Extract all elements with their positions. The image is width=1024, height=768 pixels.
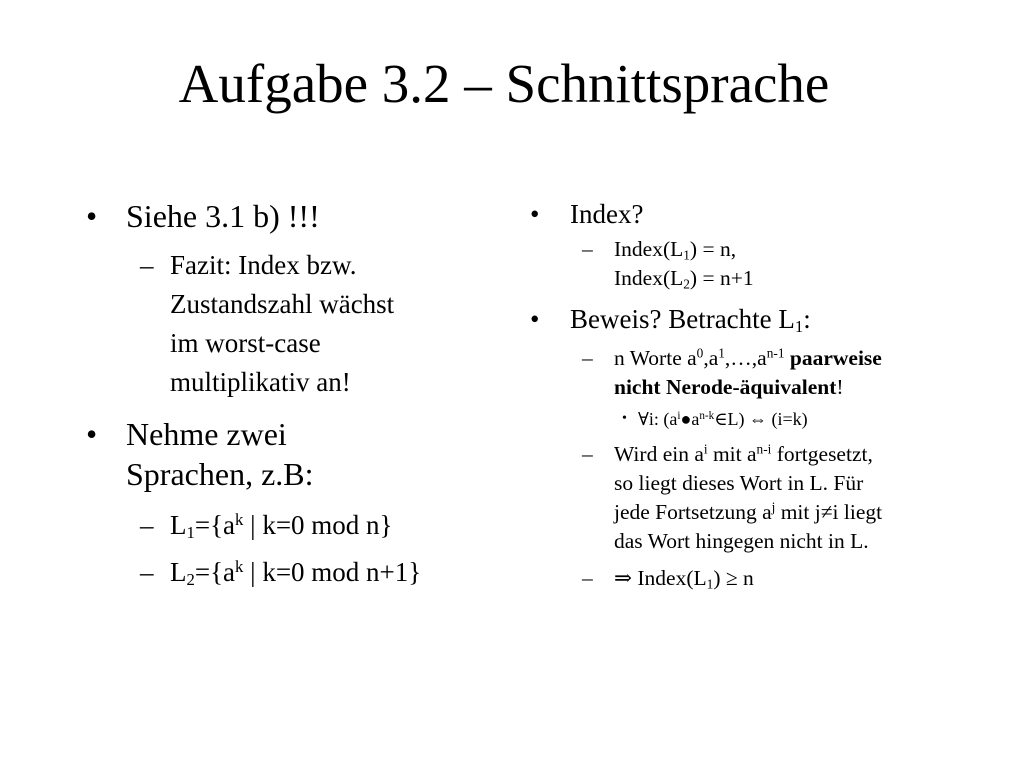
l2-subscript: 2 bbox=[186, 570, 195, 590]
worte-end: ! bbox=[836, 375, 844, 399]
dash-marker: – bbox=[140, 250, 154, 280]
worte-t1: n Worte a bbox=[614, 346, 697, 370]
bullet-dot: • bbox=[530, 304, 540, 334]
wird-t5: mit j≠i liegt bbox=[775, 500, 883, 524]
folgt-post: ) ≥ n bbox=[713, 566, 754, 590]
bullet-siehe bbox=[86, 196, 496, 236]
wird-t2: mit a bbox=[707, 442, 757, 466]
small-bullet-dot: • bbox=[622, 411, 627, 426]
folgt-text bbox=[614, 564, 1008, 593]
bullet-nehme bbox=[86, 414, 496, 494]
worte-line-1 bbox=[614, 344, 1008, 373]
dash-marker: – bbox=[140, 557, 154, 587]
l2-name: L bbox=[170, 557, 187, 587]
l1-superscript: k bbox=[235, 509, 244, 529]
bullet-text: Siehe 3.1 b) !!! bbox=[126, 198, 320, 234]
index-question: Index? bbox=[570, 199, 644, 229]
worte-bold-nerode: nicht Nerode-äquivalent bbox=[614, 375, 837, 399]
nehme-line-2: Sprachen, z.B: bbox=[126, 456, 314, 492]
bullet-index bbox=[528, 196, 1008, 233]
l2-rest: | k=0 mod n+1} bbox=[243, 557, 422, 587]
fazit-line-3: im worst-case bbox=[170, 328, 321, 358]
worte-bold-paarweise: paarweise bbox=[789, 346, 882, 370]
wird-t4: jede Fortsetzung a bbox=[614, 500, 772, 524]
sub-bullet-index-values bbox=[528, 235, 1008, 293]
wird-line-3 bbox=[614, 498, 1008, 527]
index-l1-sub: 1 bbox=[683, 247, 690, 263]
bullet-dot: • bbox=[530, 199, 540, 229]
l2-superscript: k bbox=[235, 556, 244, 576]
dash-marker: – bbox=[582, 237, 593, 261]
sub-bullet-wird bbox=[528, 440, 1008, 556]
l1-subscript: 1 bbox=[186, 523, 195, 543]
sub-sub-bullet-forall bbox=[528, 406, 1008, 432]
beweis-pre: Beweis? Betrachte L bbox=[570, 304, 795, 334]
worte-line-2 bbox=[614, 373, 1008, 402]
folgt-sub: 1 bbox=[706, 576, 714, 592]
wird-line-1 bbox=[614, 440, 1008, 469]
forall-text bbox=[638, 406, 1008, 432]
dash-marker: – bbox=[582, 566, 593, 590]
index-l2-line bbox=[614, 264, 1008, 293]
beweis-text bbox=[570, 301, 1008, 338]
wird-t3: fortgesetzt, bbox=[771, 442, 873, 466]
sub-bullet-l2 bbox=[86, 553, 496, 592]
left-column bbox=[86, 196, 496, 592]
forall-t1: ∀i: (a bbox=[638, 409, 678, 429]
wird-s3: j bbox=[771, 499, 776, 515]
fazit-line-1: Fazit: Index bzw. bbox=[170, 250, 357, 280]
bullet-beweis bbox=[528, 301, 1008, 338]
language-l1 bbox=[170, 506, 496, 545]
wird-s2: n-i bbox=[756, 441, 772, 457]
sub-bullet-l1 bbox=[86, 506, 496, 545]
l1-rest: | k=0 mod n} bbox=[243, 510, 393, 540]
dash-marker: – bbox=[582, 442, 593, 466]
l1-name: L bbox=[170, 510, 187, 540]
wird-line-2: so liegt dieses Wort in L. Für bbox=[614, 471, 864, 495]
l2-eq: ={a bbox=[194, 557, 236, 587]
wird-s1: i bbox=[703, 441, 708, 457]
index-l2-sub: 2 bbox=[683, 276, 690, 292]
bullet-dot: • bbox=[86, 198, 98, 234]
bullet-dot: • bbox=[86, 416, 98, 452]
l1-eq: ={a bbox=[194, 510, 236, 540]
index-l1-line bbox=[614, 235, 1008, 264]
dash-marker: – bbox=[140, 510, 154, 540]
worte-t3: ,…,a bbox=[724, 346, 767, 370]
fazit-line-4: multiplikativ an! bbox=[170, 367, 351, 397]
sub-bullet-fazit bbox=[86, 246, 496, 402]
wird-t1: Wird ein a bbox=[614, 442, 704, 466]
wird-line-4: das Wort hingegen nicht in L. bbox=[614, 529, 869, 553]
beweis-sub: 1 bbox=[794, 317, 804, 337]
index-l2-pre: Index(L bbox=[614, 266, 684, 290]
fazit-line-2: Zustandszahl wächst bbox=[170, 289, 395, 319]
index-l2-post: ) = n+1 bbox=[689, 266, 754, 290]
forall-s1: i bbox=[677, 409, 681, 422]
index-l1-pre: Index(L bbox=[614, 237, 684, 261]
forall-t2: ●a bbox=[680, 409, 700, 429]
right-column bbox=[528, 196, 1008, 593]
worte-s2: 1 bbox=[718, 345, 725, 361]
beweis-post: : bbox=[803, 304, 811, 334]
nehme-line-1: Nehme zwei bbox=[126, 416, 287, 452]
worte-s1: 0 bbox=[696, 345, 704, 361]
language-l2 bbox=[170, 553, 496, 592]
forall-t3: ∈L) ⇔ (i=k) bbox=[714, 409, 808, 429]
folgt-pre: ⇒ Index(L bbox=[614, 566, 707, 590]
worte-s3: n-1 bbox=[766, 345, 785, 361]
worte-t2: ,a bbox=[703, 346, 719, 370]
forall-s2: n-k bbox=[699, 409, 715, 422]
dash-marker: – bbox=[582, 346, 593, 370]
slide-title: Aufgabe 3.2 – Schnittsprache bbox=[178, 53, 830, 114]
sub-bullet-worte bbox=[528, 344, 1008, 402]
index-l1-post: ) = n, bbox=[689, 237, 737, 261]
sub-bullet-folgt bbox=[528, 564, 1008, 593]
